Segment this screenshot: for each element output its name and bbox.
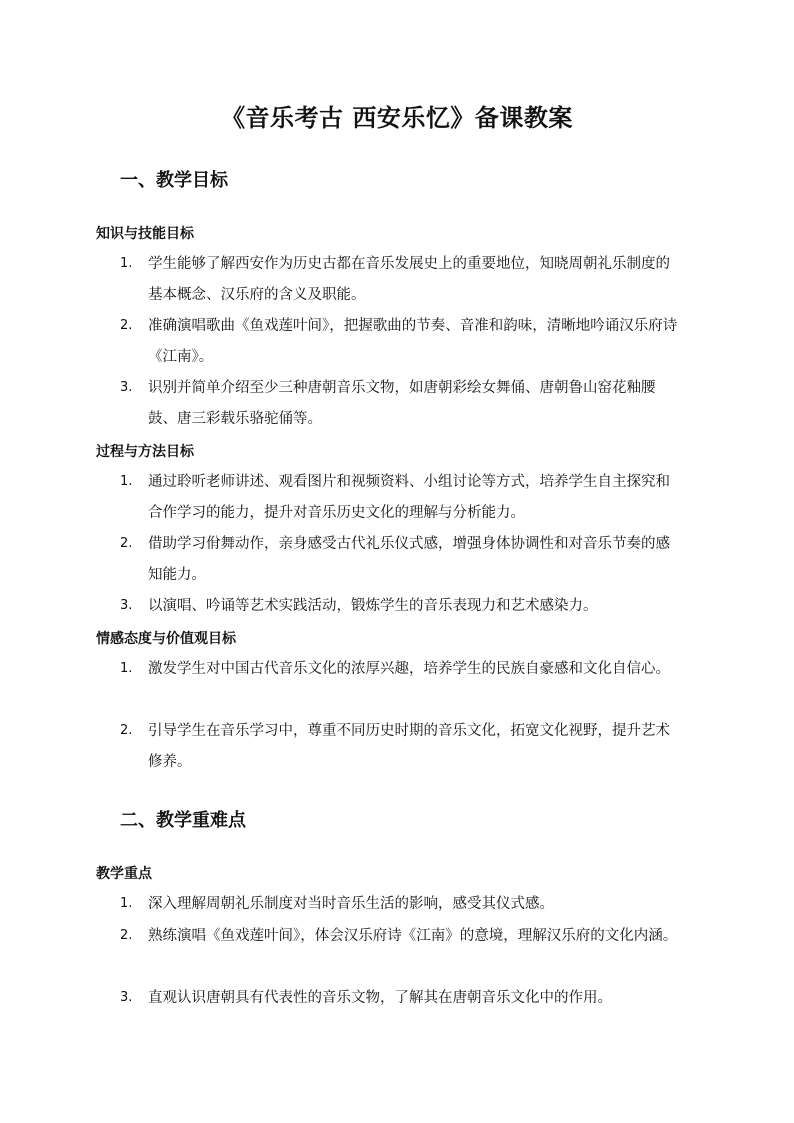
- list-text: 识别并简单介绍至少三种唐朝音乐文物，如唐朝彩绘女舞俑、唐朝鲁山窑花釉腰鼓、唐三彩载乐骆驼俑等。: [148, 380, 656, 427]
- list-text: 借助学习佾舞动作，亲身感受古代礼乐仪式感，增强身体协调性和对音乐节奏的感知能力。: [148, 536, 670, 583]
- list-text: 学生能够了解西安作为历史古都在音乐发展史上的重要地位，知晓周朝礼乐制度的基本概念、汉乐府的含义及职能。: [148, 256, 670, 303]
- list-text: 熟练演唱《鱼戏莲叶间》，体会汉乐府诗《江南》的意境，理解汉乐府的文化内涵。: [148, 928, 678, 944]
- list-number: 2.: [120, 318, 133, 333]
- list-number: 2.: [120, 536, 133, 551]
- list-number: 1.: [120, 256, 133, 271]
- list-text: 以演唱、吟诵等艺术实践活动，锻炼学生的音乐表现力和艺术感染力。: [148, 598, 598, 614]
- list-text: 深入理解周朝礼乐制度对当时音乐生活的影响，感受其仪式感。: [148, 896, 554, 912]
- subheading-knowledge-skills: 知识与技能目标: [96, 226, 194, 242]
- list-text: 激发学生对中国古代音乐文化的浓厚兴趣，培养学生的民族自豪感和文化自信心。: [148, 661, 670, 677]
- list-number: 2.: [120, 723, 133, 738]
- section-heading-key-difficult-points: 二、教学重难点: [120, 810, 246, 831]
- document-title: 《音乐考古 西安乐忆》备课教案: [221, 104, 573, 132]
- subheading-emotions-values: 情感态度与价值观目标: [96, 631, 236, 647]
- list-number: 3.: [120, 380, 133, 395]
- section-heading-objectives: 一、教学目标: [120, 170, 228, 191]
- list-number: 1.: [120, 661, 133, 676]
- subheading-process-methods: 过程与方法目标: [96, 444, 194, 460]
- subheading-teaching-focus: 教学重点: [96, 866, 152, 882]
- list-text: 通过聆听老师讲述、观看图片和视频资料、小组讨论等方式，培养学生自主探究和合作学习的能力，提升对音乐历史文化的理解与分析能力。: [148, 474, 670, 521]
- list-text: 直观认识唐朝具有代表性的音乐文物，了解其在唐朝音乐文化中的作用。: [148, 990, 612, 1006]
- list-number: 3.: [120, 990, 133, 1005]
- list-number: 1.: [120, 474, 133, 489]
- list-number: 2.: [120, 928, 133, 943]
- list-text: 准确演唱歌曲《鱼戏莲叶间》，把握歌曲的节奏、音准和韵味，清晰地吟诵汉乐府诗《江南》。: [148, 318, 678, 365]
- list-number: 3.: [120, 598, 133, 613]
- list-number: 1.: [120, 896, 133, 911]
- list-text: 引导学生在音乐学习中，尊重不同历史时期的音乐文化，拓宽文化视野，提升艺术修养。: [148, 723, 670, 770]
